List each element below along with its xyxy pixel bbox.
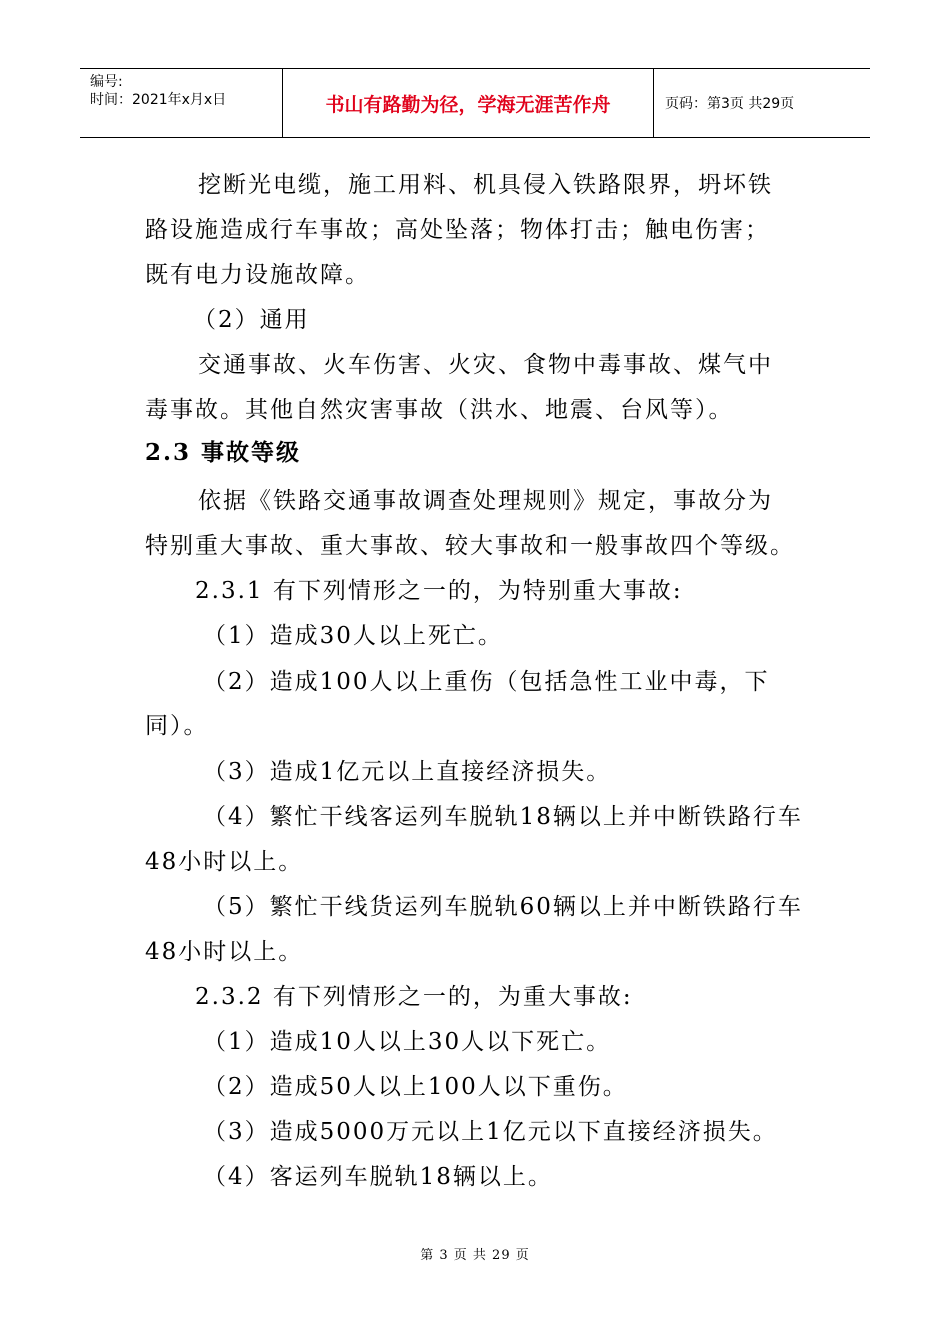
- body-line: （4）客运列车脱轨18辆以上。: [203, 1164, 553, 1190]
- body-line: （2）造成50人以上100人以下重伤。: [203, 1074, 628, 1100]
- document-date: 时间：2021年x月x日: [90, 92, 227, 108]
- body-line: （3）造成1亿元以上直接经济损失。: [203, 759, 612, 785]
- body-line: （5）繁忙干线货运列车脱轨60辆以上并中断铁路行车: [203, 894, 803, 920]
- section-heading: 2.3 事故等级: [145, 439, 302, 466]
- page-header: [80, 68, 870, 138]
- subsection-heading: 2.3.2 有下列情形之一的，为重大事故:: [195, 984, 633, 1010]
- body-line: 48小时以上。: [145, 849, 304, 875]
- body-line: （2）造成100人以上重伤（包括急性工业中毒，下: [203, 669, 770, 695]
- page-footer: 第 3 页 共 29 页: [420, 1248, 530, 1263]
- body-line: 特别重大事故、重大事故、较大事故和一般事故四个等级。: [145, 533, 795, 559]
- body-line: 挖断光电缆，施工用料、机具侵入铁路限界，坍坏铁: [198, 172, 773, 198]
- body-line: 依据《铁路交通事故调查处理规则》规定，事故分为: [198, 488, 773, 514]
- body-line: 同）。: [145, 713, 209, 739]
- body-line: 路设施造成行车事故；高处坠落；物体打击；触电伤害；: [145, 217, 770, 243]
- body-line: 交通事故、火车伤害、火灾、食物中毒事故、煤气中: [198, 352, 773, 378]
- body-line: （3）造成5000万元以上1亿元以下直接经济损失。: [203, 1119, 778, 1145]
- document-number-label: 编号:: [90, 74, 123, 90]
- body-line: （4）繁忙干线客运列车脱轨18辆以上并中断铁路行车: [203, 804, 803, 830]
- body-line: （1）造成10人以上30人以下死亡。: [203, 1029, 612, 1055]
- body-line: 48小时以上。: [145, 939, 304, 965]
- body-line: 毒事故。其他自然灾害事故（洪水、地震、台风等）。: [145, 397, 734, 423]
- body-line: 既有电力设施故障。: [145, 262, 370, 288]
- header-meta: [80, 69, 280, 137]
- header-motto: 书山有路勤为径，学海无涯苦作舟: [325, 93, 611, 116]
- header-page-info: 页码：第3页 共29页: [665, 96, 795, 112]
- body-line: （1）造成30人以上死亡。: [203, 623, 503, 649]
- body-line: （2）通用: [193, 307, 310, 333]
- header-motto-cell: [282, 69, 654, 137]
- subsection-heading: 2.3.1 有下列情形之一的，为特别重大事故:: [195, 578, 683, 604]
